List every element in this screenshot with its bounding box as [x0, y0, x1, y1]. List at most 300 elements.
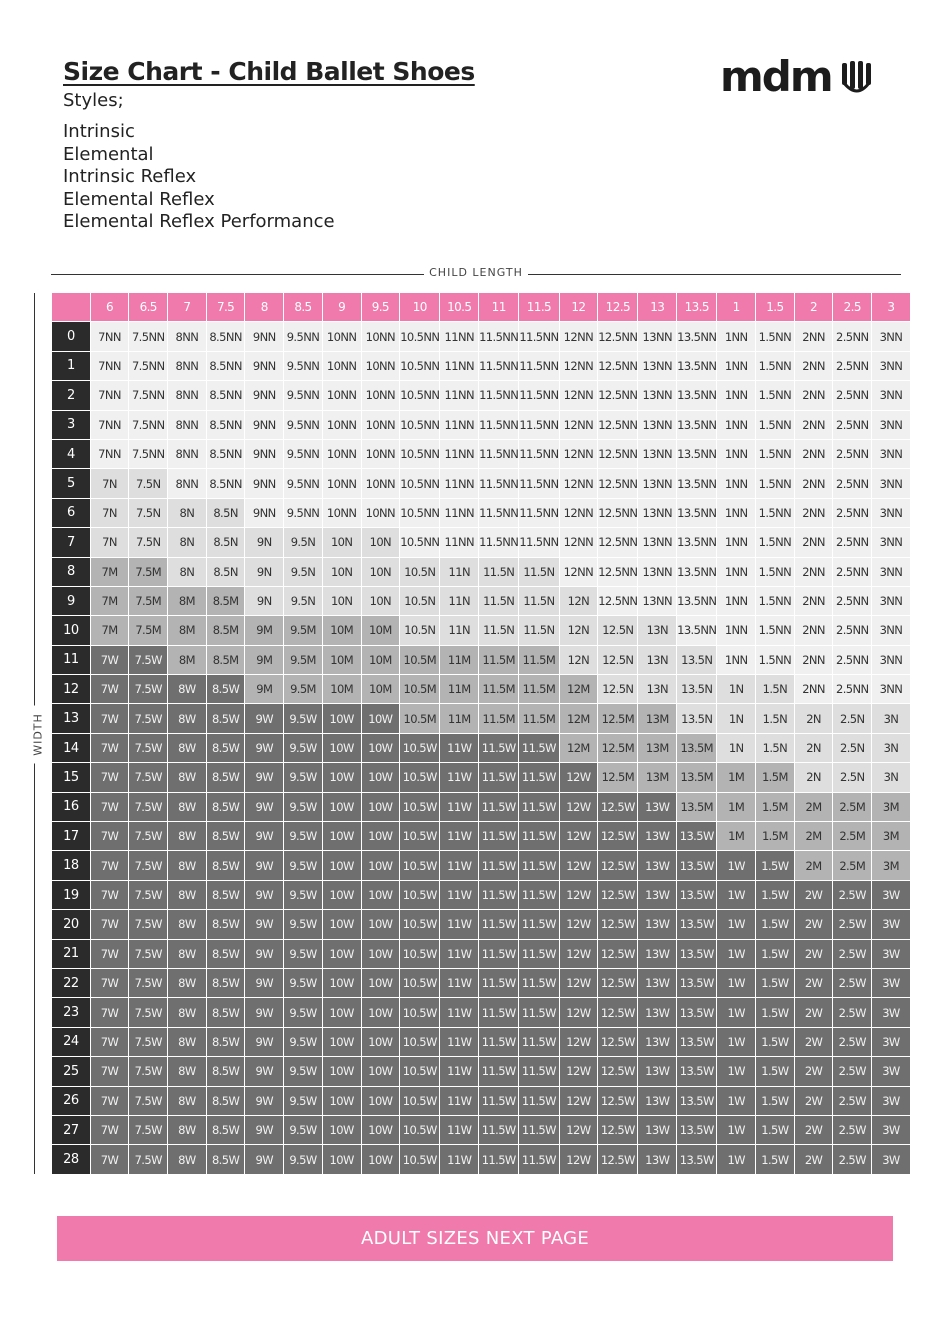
length-header-cell: 7.5 [207, 293, 245, 321]
size-cell: 7W [91, 675, 129, 703]
size-cell: 7W [91, 1145, 129, 1173]
width-header-cell: 0 [52, 322, 90, 350]
width-header-cell: 10 [52, 616, 90, 644]
size-cell: 9NN [245, 469, 283, 497]
size-cell: 1.5W [756, 1087, 794, 1115]
size-cell: 11.5NN [479, 469, 518, 497]
size-cell: 1W [717, 910, 755, 938]
length-header-cell: 9 [323, 293, 361, 321]
size-cell: 9.5W [284, 822, 322, 850]
size-cell: 11.5N [519, 616, 558, 644]
width-header-cell: 5 [52, 469, 90, 497]
size-cell: 2.5M [833, 851, 871, 879]
size-cell: 11.5W [479, 793, 518, 821]
size-cell: 2W [795, 1087, 833, 1115]
size-cell: 8W [168, 940, 206, 968]
size-cell: 13.5NN [677, 381, 716, 409]
size-cell: 13NN [638, 381, 676, 409]
size-cell: 2NN [795, 616, 833, 644]
size-chart-table [51, 292, 911, 1175]
table-row [52, 998, 910, 1026]
size-cell: 11.5W [519, 969, 558, 997]
size-cell: 12.5W [598, 1087, 637, 1115]
size-cell: 7W [91, 910, 129, 938]
width-header-cell: 3 [52, 411, 90, 439]
length-header-cell: 10.5 [440, 293, 478, 321]
table-row [52, 1057, 910, 1085]
size-cell: 12W [560, 763, 598, 791]
size-cell: 9.5NN [284, 499, 322, 527]
size-cell: 8W [168, 998, 206, 1026]
size-cell: 12.5W [598, 881, 637, 909]
size-cell: 11.5W [479, 851, 518, 879]
size-cell: 10W [323, 704, 361, 732]
size-cell: 11W [440, 1145, 478, 1173]
size-cell: 3NN [872, 440, 910, 468]
size-cell: 13N [638, 675, 676, 703]
size-cell: 10.5W [400, 998, 439, 1026]
size-cell: 12W [560, 969, 598, 997]
size-cell: 13.5NN [677, 440, 716, 468]
table-row [52, 411, 910, 439]
width-header-cell: 17 [52, 822, 90, 850]
size-cell: 13M [638, 763, 676, 791]
size-cell: 11.5W [519, 734, 558, 762]
size-cell: 12.5NN [598, 381, 637, 409]
size-cell: 11.5NN [479, 528, 518, 556]
size-cell: 10.5W [400, 1028, 439, 1056]
size-cell: 11.5W [519, 822, 558, 850]
length-header-cell: 9.5 [362, 293, 400, 321]
length-header-cell: 2.5 [833, 293, 871, 321]
size-cell: 11W [440, 763, 478, 791]
size-cell: 10.5W [400, 734, 439, 762]
size-cell: 10.5NN [400, 411, 439, 439]
size-cell: 3W [872, 1028, 910, 1056]
table-row [52, 528, 910, 556]
style-item: Elemental Reflex Performance [63, 211, 335, 232]
size-cell: 8W [168, 1057, 206, 1085]
size-cell: 3NN [872, 322, 910, 350]
size-cell: 10W [362, 704, 400, 732]
size-cell: 12.5W [598, 793, 637, 821]
size-cell: 11.5W [519, 851, 558, 879]
size-cell: 2.5W [833, 1116, 871, 1144]
size-cell: 7W [91, 1028, 129, 1056]
size-cell: 9.5W [284, 881, 322, 909]
size-cell: 8.5W [207, 940, 245, 968]
table-row [52, 322, 910, 350]
size-cell: 1.5NN [756, 616, 794, 644]
size-cell: 12.5W [598, 1057, 637, 1085]
size-cell: 7W [91, 998, 129, 1026]
size-cell: 11W [440, 969, 478, 997]
size-cell: 2.5W [833, 910, 871, 938]
size-cell: 12NN [560, 469, 598, 497]
table-row [52, 1087, 910, 1115]
size-cell: 13.5M [677, 734, 716, 762]
length-header-cell: 10 [400, 293, 439, 321]
size-cell: 8.5N [207, 558, 245, 586]
size-cell: 1NN [717, 469, 755, 497]
size-cell: 12N [560, 616, 598, 644]
size-cell: 8.5W [207, 675, 245, 703]
size-cell: 1M [717, 763, 755, 791]
size-cell: 10W [323, 1028, 361, 1056]
size-cell: 9W [245, 1057, 283, 1085]
size-cell: 10NN [323, 499, 361, 527]
size-cell: 7NN [91, 411, 129, 439]
size-cell: 10M [362, 646, 400, 674]
size-cell: 13N [638, 646, 676, 674]
size-cell: 8W [168, 793, 206, 821]
size-cell: 1NN [717, 646, 755, 674]
size-cell: 2.5M [833, 822, 871, 850]
size-cell: 7N [91, 499, 129, 527]
size-cell: 13NN [638, 411, 676, 439]
size-cell: 11N [440, 616, 478, 644]
width-header-cell: 26 [52, 1087, 90, 1115]
size-cell: 8M [168, 587, 206, 615]
size-cell: 8W [168, 881, 206, 909]
size-cell: 11W [440, 1087, 478, 1115]
size-cell: 9.5N [284, 528, 322, 556]
length-header-cell: 11.5 [519, 293, 558, 321]
size-cell: 7.5M [129, 587, 167, 615]
size-cell: 7.5N [129, 528, 167, 556]
size-cell: 9N [245, 587, 283, 615]
size-cell: 11.5M [479, 675, 518, 703]
size-cell: 11.5W [519, 1145, 558, 1173]
size-cell: 7NN [91, 322, 129, 350]
size-cell: 11.5W [479, 1028, 518, 1056]
size-cell: 10.5N [400, 616, 439, 644]
size-cell: 7N [91, 469, 129, 497]
size-cell: 13NN [638, 558, 676, 586]
size-cell: 10NN [323, 440, 361, 468]
size-cell: 12.5W [598, 1028, 637, 1056]
size-cell: 1M [717, 793, 755, 821]
length-header-cell: 13 [638, 293, 676, 321]
size-cell: 10.5W [400, 1145, 439, 1173]
size-cell: 10.5NN [400, 528, 439, 556]
size-cell: 11.5W [479, 763, 518, 791]
size-cell: 12.5W [598, 940, 637, 968]
size-cell: 3NN [872, 499, 910, 527]
size-cell: 8.5W [207, 763, 245, 791]
size-cell: 3W [872, 1057, 910, 1085]
size-cell: 10W [323, 881, 361, 909]
size-cell: 12NN [560, 352, 598, 380]
size-cell: 9NN [245, 411, 283, 439]
size-cell: 7.5NN [129, 322, 167, 350]
size-cell: 12.5NN [598, 558, 637, 586]
table-row [52, 763, 910, 791]
size-cell: 3NN [872, 469, 910, 497]
size-cell: 2.5W [833, 1087, 871, 1115]
table-row [52, 558, 910, 586]
size-cell: 2NN [795, 499, 833, 527]
width-header-cell: 11 [52, 646, 90, 674]
size-cell: 3N [872, 704, 910, 732]
size-cell: 12.5NN [598, 352, 637, 380]
size-cell: 2W [795, 940, 833, 968]
size-cell: 3W [872, 969, 910, 997]
size-cell: 11.5N [479, 616, 518, 644]
mdm-feather-icon [840, 59, 874, 95]
size-cell: 9W [245, 734, 283, 762]
size-cell: 13.5W [677, 1087, 716, 1115]
size-cell: 3W [872, 1087, 910, 1115]
size-cell: 9.5W [284, 1116, 322, 1144]
size-cell: 10NN [362, 381, 400, 409]
size-cell: 1NN [717, 616, 755, 644]
size-cell: 10NN [323, 411, 361, 439]
size-cell: 11.5W [479, 910, 518, 938]
size-cell: 9W [245, 822, 283, 850]
size-cell: 1W [717, 1087, 755, 1115]
size-cell: 1N [717, 675, 755, 703]
styles-list [63, 121, 335, 234]
size-cell: 3M [872, 793, 910, 821]
size-cell: 10.5N [400, 587, 439, 615]
size-cell: 8W [168, 1087, 206, 1115]
size-cell: 8W [168, 822, 206, 850]
table-row [52, 851, 910, 879]
size-cell: 12W [560, 822, 598, 850]
width-header-cell: 24 [52, 1028, 90, 1056]
size-cell: 12NN [560, 528, 598, 556]
size-cell: 11.5W [479, 734, 518, 762]
size-cell: 1.5W [756, 1145, 794, 1173]
size-cell: 1NN [717, 528, 755, 556]
size-cell: 12NN [560, 499, 598, 527]
length-header-cell: 12.5 [598, 293, 637, 321]
size-cell: 8.5W [207, 1057, 245, 1085]
size-cell: 12.5W [598, 1116, 637, 1144]
width-header-cell: 14 [52, 734, 90, 762]
size-cell: 10.5NN [400, 499, 439, 527]
width-header-cell: 4 [52, 440, 90, 468]
size-cell: 8.5NN [207, 440, 245, 468]
size-cell: 10W [362, 1028, 400, 1056]
size-cell: 9.5W [284, 1057, 322, 1085]
size-cell: 11.5W [519, 763, 558, 791]
size-cell: 10NN [362, 411, 400, 439]
size-cell: 7W [91, 763, 129, 791]
size-cell: 3NN [872, 616, 910, 644]
size-cell: 9.5M [284, 675, 322, 703]
size-cell: 11.5M [519, 675, 558, 703]
size-cell: 11NN [440, 499, 478, 527]
size-cell: 11.5NN [519, 352, 558, 380]
size-cell: 12.5W [598, 822, 637, 850]
size-cell: 3W [872, 1145, 910, 1173]
size-cell: 10W [323, 1087, 361, 1115]
size-cell: 8M [168, 646, 206, 674]
size-cell: 8NN [168, 352, 206, 380]
size-cell: 10M [323, 646, 361, 674]
size-cell: 9.5W [284, 910, 322, 938]
size-cell: 11.5NN [479, 499, 518, 527]
size-cell: 1.5W [756, 1057, 794, 1085]
size-cell: 7W [91, 793, 129, 821]
size-cell: 10.5W [400, 910, 439, 938]
size-cell: 12W [560, 793, 598, 821]
size-cell: 9.5W [284, 969, 322, 997]
size-cell: 3NN [872, 675, 910, 703]
size-cell: 7M [91, 616, 129, 644]
size-cell: 8.5N [207, 499, 245, 527]
size-cell: 1.5W [756, 910, 794, 938]
size-cell: 1N [717, 704, 755, 732]
size-cell: 11.5M [479, 646, 518, 674]
size-cell: 7W [91, 969, 129, 997]
size-cell: 8.5NN [207, 381, 245, 409]
size-cell: 2NN [795, 528, 833, 556]
page-title: Size Chart - Child Ballet Shoes [63, 57, 475, 86]
size-cell: 7W [91, 851, 129, 879]
table-row [52, 940, 910, 968]
size-cell: 13NN [638, 469, 676, 497]
size-cell: 12W [560, 1116, 598, 1144]
size-cell: 11W [440, 1116, 478, 1144]
width-header-cell: 8 [52, 558, 90, 586]
size-cell: 7W [91, 1057, 129, 1085]
size-cell: 10.5W [400, 881, 439, 909]
size-cell: 10W [323, 822, 361, 850]
adult-sizes-next-page-button[interactable]: ADULT SIZES NEXT PAGE [57, 1216, 893, 1261]
size-cell: 7.5NN [129, 352, 167, 380]
size-cell: 2NN [795, 646, 833, 674]
size-cell: 9W [245, 851, 283, 879]
size-cell: 11NN [440, 411, 478, 439]
size-cell: 2NN [795, 352, 833, 380]
size-cell: 13W [638, 998, 676, 1026]
size-cell: 13NN [638, 352, 676, 380]
size-cell: 8.5NN [207, 469, 245, 497]
size-cell: 11M [440, 704, 478, 732]
table-row [52, 675, 910, 703]
size-cell: 10M [323, 616, 361, 644]
size-cell: 8.5M [207, 587, 245, 615]
size-cell: 10W [362, 1116, 400, 1144]
size-cell: 1NN [717, 499, 755, 527]
size-cell: 10.5W [400, 793, 439, 821]
length-header-cell: 6.5 [129, 293, 167, 321]
size-cell: 2W [795, 1057, 833, 1085]
size-cell: 13N [638, 616, 676, 644]
size-cell: 7W [91, 646, 129, 674]
size-cell: 11.5W [479, 969, 518, 997]
size-cell: 8W [168, 734, 206, 762]
size-cell: 2M [795, 851, 833, 879]
table-row [52, 734, 910, 762]
width-axis-label: WIDTH [32, 706, 45, 764]
size-cell: 11.5W [479, 940, 518, 968]
size-cell: 12N [560, 646, 598, 674]
table-row [52, 822, 910, 850]
size-cell: 10N [323, 558, 361, 586]
size-cell: 11NN [440, 528, 478, 556]
size-cell: 10.5W [400, 822, 439, 850]
size-cell: 12.5NN [598, 587, 637, 615]
size-cell: 13NN [638, 587, 676, 615]
size-cell: 11W [440, 998, 478, 1026]
size-cell: 1W [717, 940, 755, 968]
size-cell: 13W [638, 851, 676, 879]
size-cell: 13W [638, 969, 676, 997]
size-cell: 11.5W [519, 881, 558, 909]
size-cell: 11.5NN [479, 352, 518, 380]
size-cell: 12NN [560, 411, 598, 439]
table-corner [52, 293, 90, 321]
size-cell: 2.5W [833, 969, 871, 997]
size-cell: 11.5NN [519, 381, 558, 409]
size-cell: 8.5W [207, 851, 245, 879]
size-cell: 8.5W [207, 881, 245, 909]
size-cell: 7W [91, 704, 129, 732]
size-cell: 8.5W [207, 910, 245, 938]
size-cell: 10.5W [400, 851, 439, 879]
size-cell: 13W [638, 910, 676, 938]
size-cell: 10W [323, 1057, 361, 1085]
size-cell: 8.5NN [207, 411, 245, 439]
table-row [52, 793, 910, 821]
size-cell: 7.5W [129, 822, 167, 850]
size-cell: 13.5W [677, 969, 716, 997]
size-cell: 12.5W [598, 851, 637, 879]
size-cell: 10W [323, 910, 361, 938]
size-cell: 9.5W [284, 734, 322, 762]
width-header-cell: 9 [52, 587, 90, 615]
size-cell: 1NN [717, 440, 755, 468]
size-cell: 7.5N [129, 499, 167, 527]
size-cell: 2M [795, 793, 833, 821]
size-cell: 1.5NN [756, 646, 794, 674]
size-cell: 12.5N [598, 646, 637, 674]
size-cell: 12.5W [598, 998, 637, 1026]
size-cell: 1NN [717, 558, 755, 586]
table-row [52, 587, 910, 615]
size-cell: 2.5W [833, 1145, 871, 1173]
size-cell: 1W [717, 1116, 755, 1144]
size-cell: 2.5NN [833, 616, 871, 644]
size-cell: 9.5M [284, 616, 322, 644]
size-cell: 8W [168, 1145, 206, 1173]
size-cell: 12.5W [598, 969, 637, 997]
size-cell: 12NN [560, 558, 598, 586]
size-cell: 8.5W [207, 1028, 245, 1056]
size-cell: 10W [362, 822, 400, 850]
size-cell: 10W [362, 998, 400, 1026]
size-cell: 13.5W [677, 940, 716, 968]
size-cell: 3W [872, 881, 910, 909]
size-cell: 3W [872, 940, 910, 968]
size-cell: 8M [168, 616, 206, 644]
size-cell: 13.5NN [677, 558, 716, 586]
size-cell: 13W [638, 1116, 676, 1144]
size-cell: 9.5M [284, 646, 322, 674]
size-cell: 1W [717, 881, 755, 909]
size-cell: 10.5W [400, 1116, 439, 1144]
size-cell: 11.5NN [479, 440, 518, 468]
size-cell: 10NN [323, 352, 361, 380]
size-cell: 7.5W [129, 734, 167, 762]
size-cell: 12.5NN [598, 469, 637, 497]
size-cell: 7M [91, 587, 129, 615]
size-cell: 2.5N [833, 763, 871, 791]
